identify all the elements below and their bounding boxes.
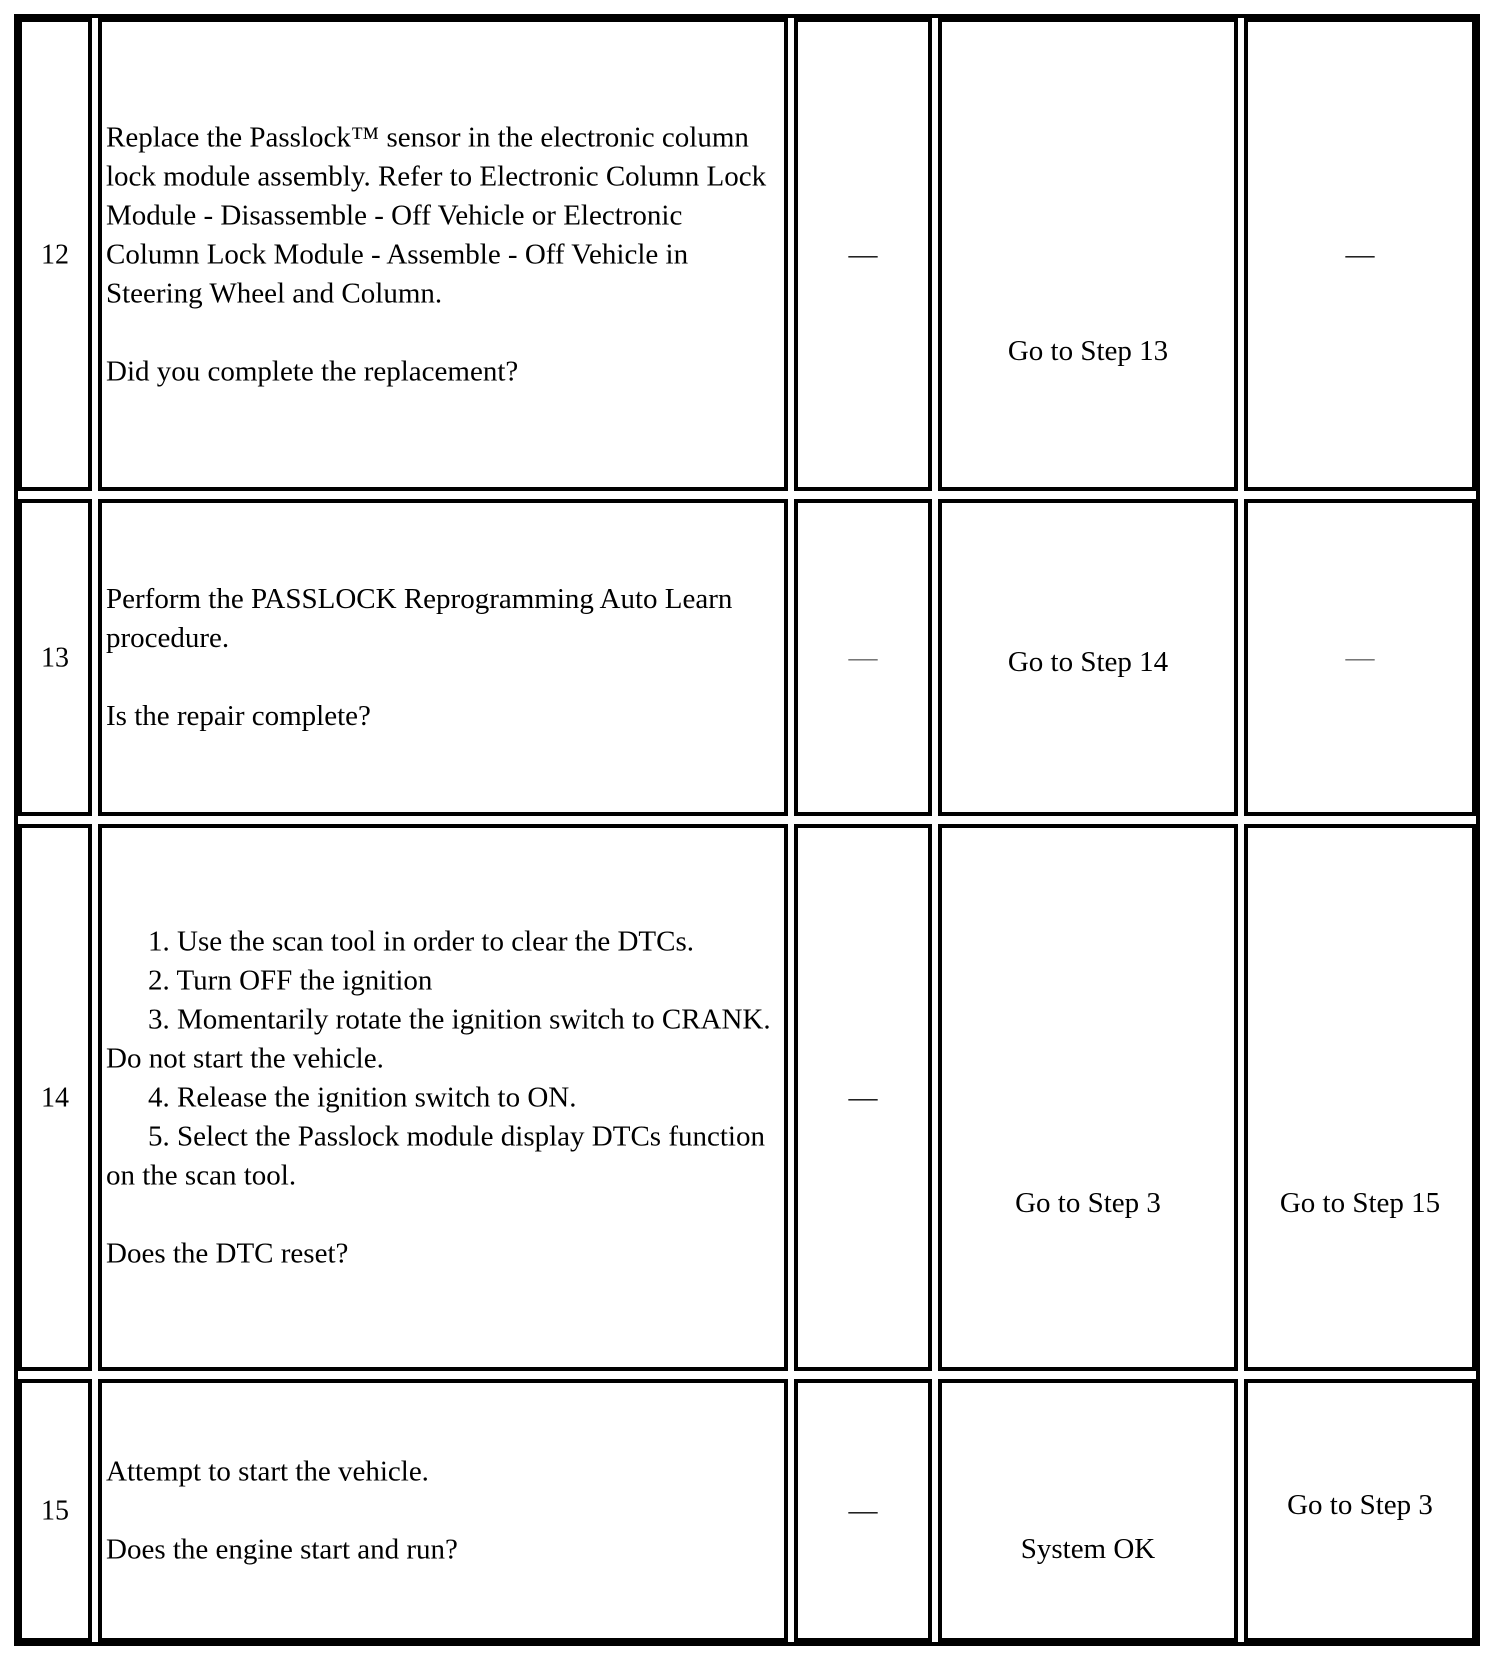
step-cell [18, 499, 92, 816]
yes-cell [938, 18, 1238, 491]
value-cell [794, 1379, 932, 1642]
no-cell [1244, 824, 1476, 1371]
action-list-item: 1. Use the scan tool in order to clear the DTCs. [148, 925, 695, 957]
action-question: Is the repair complete? [106, 699, 371, 732]
action-cell [98, 1379, 788, 1642]
step-cell [18, 18, 92, 491]
action-instruction: Replace the Passlock™ sensor in the electronic column lock module assembly. Refer to Electronic Column Lock Module - Disassemble - Off Vehicle or Electronic Column Lock Module - Assemble - Off Vehicle in Steering Wheel and Column. [106, 121, 767, 309]
yes-cell [938, 824, 1238, 1371]
action-list-item: 3. Momentarily rotate the ignition switch to CRANK. Do not start the vehicle. [106, 1003, 771, 1074]
value-text: — [848, 238, 878, 270]
action-cell [98, 18, 788, 491]
no-result: — [1345, 238, 1375, 270]
action-list-item: 4. Release the ignition switch to ON. [148, 1081, 577, 1113]
action-cell [98, 824, 788, 1371]
action-question: Did you complete the replacement? [106, 355, 519, 387]
step-number: 14 [41, 1082, 69, 1113]
table-row [14, 14, 1480, 495]
step-number: 15 [41, 1495, 69, 1526]
no-result: Go to Step 15 [1279, 1187, 1441, 1219]
yes-result: System OK [1020, 1533, 1156, 1565]
action-cell [98, 499, 788, 816]
action-question: Does the DTC reset? [106, 1237, 349, 1269]
yes-result: Go to Step 14 [1007, 646, 1169, 678]
value-text: — [848, 641, 878, 673]
action-list-item: 2. Turn OFF the ignition [148, 964, 433, 996]
yes-cell [938, 499, 1238, 816]
step-number: 12 [41, 239, 69, 270]
action-instruction: Attempt to start the vehicle. [106, 1455, 429, 1487]
value-cell [794, 18, 932, 491]
yes-result: Go to Step 13 [1007, 335, 1169, 367]
table-row [14, 495, 1480, 820]
no-result: Go to Step 3 [1287, 1489, 1433, 1521]
table-row [14, 820, 1480, 1375]
yes-result: Go to Step 3 [1015, 1187, 1161, 1219]
value-text: — [848, 1081, 878, 1113]
yes-cell [938, 1379, 1238, 1642]
action-list-item: 5. Select the Passlock module display DTCs function on the scan tool. [106, 1120, 765, 1191]
action-instruction: Perform the PASSLOCK Reprogramming Auto Learn procedure. [106, 582, 733, 654]
no-result: — [1345, 641, 1375, 673]
value-cell [794, 499, 932, 816]
no-cell [1244, 1379, 1476, 1642]
no-cell [1244, 18, 1476, 491]
no-cell [1244, 499, 1476, 816]
table-row [14, 1375, 1480, 1646]
value-cell [794, 824, 932, 1371]
value-text: — [848, 1494, 878, 1526]
action-question: Does the engine start and run? [106, 1533, 458, 1565]
step-cell [18, 824, 92, 1371]
step-cell [18, 1379, 92, 1642]
step-number: 13 [41, 642, 69, 673]
